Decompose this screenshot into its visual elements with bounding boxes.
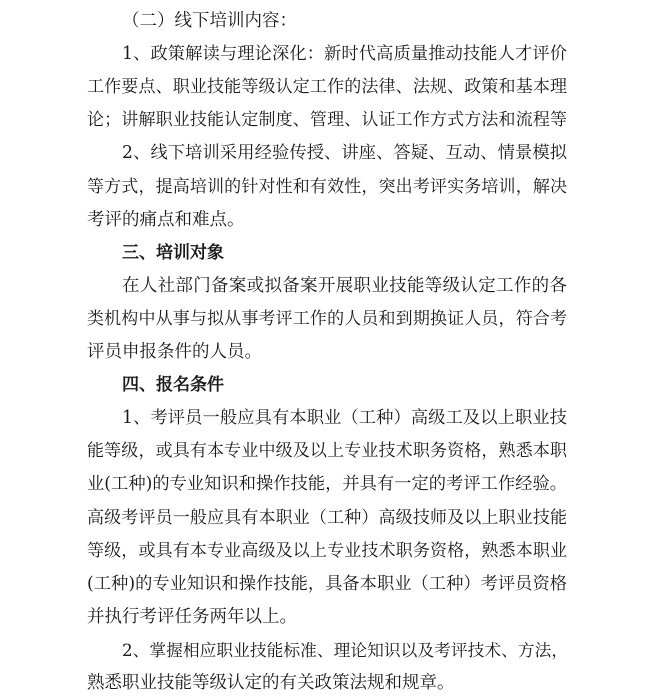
paragraph-line: 1、考评员一般应具有本职业（工种）高级工及以上职业技 [122, 408, 567, 429]
paragraph-line: 2、线下培训采用经验传授、讲座、答疑、互动、情景模拟 [122, 143, 567, 164]
paragraph-line: 工作要点、职业技能等级认定工作的法律、法规、政策和基本理 [87, 77, 567, 98]
paragraph-line: 论；讲解职业技能认定制度、管理、认证工作方式方法和流程等 [87, 110, 567, 131]
paragraph-line: 高级考评员一般应具有本职业（工种）高级技师及以上职业技能 [87, 507, 567, 528]
paragraph-line: 考评的痛点和难点。 [87, 209, 245, 230]
paragraph-line: 等方式，提高培训的针对性和有效性，突出考评实务培训，解决 [87, 176, 567, 197]
paragraph-line: 熟悉职业技能等级认定的有关政策法规和规章。 [87, 673, 455, 693]
section-heading-training-target: 三、培训对象 [122, 242, 224, 263]
paragraph-line: (工种)的专业知识和操作技能，具备本职业（工种）考评员资格 [87, 573, 567, 594]
paragraph-line: 2、掌握相应职业技能标准、理论知识以及考评技术、方法， [122, 639, 569, 660]
paragraph-line: 并执行考评任务两年以上。 [87, 606, 297, 627]
paragraph-line: 评员申报条件的人员。 [87, 342, 262, 362]
paragraph-line: 1、政策解读与理论深化：新时代高质量推动技能人才评价 [122, 44, 567, 65]
section-heading-registration-conditions: 四、报名条件 [122, 375, 224, 396]
paragraph-line: 类机构中从事与拟从事考评工作的人员和到期换证人员，符合考 [87, 308, 567, 329]
paragraph-line: 等级，或具有本专业高级及以上专业技术职务资格，熟悉本职业 [87, 540, 567, 561]
paragraph-line: 能等级，或具有本专业中级及以上专业技术职务资格，熟悉本职 [87, 441, 567, 462]
subheading-offline-training-content: （二）线下培训内容： [122, 11, 297, 31]
paragraph-line: 在人社部门备案或拟备案开展职业技能等级认定工作的各 [122, 275, 567, 296]
paragraph-line: 业(工种)的专业知识和操作技能，并具有一定的考评工作经验。 [87, 474, 567, 495]
